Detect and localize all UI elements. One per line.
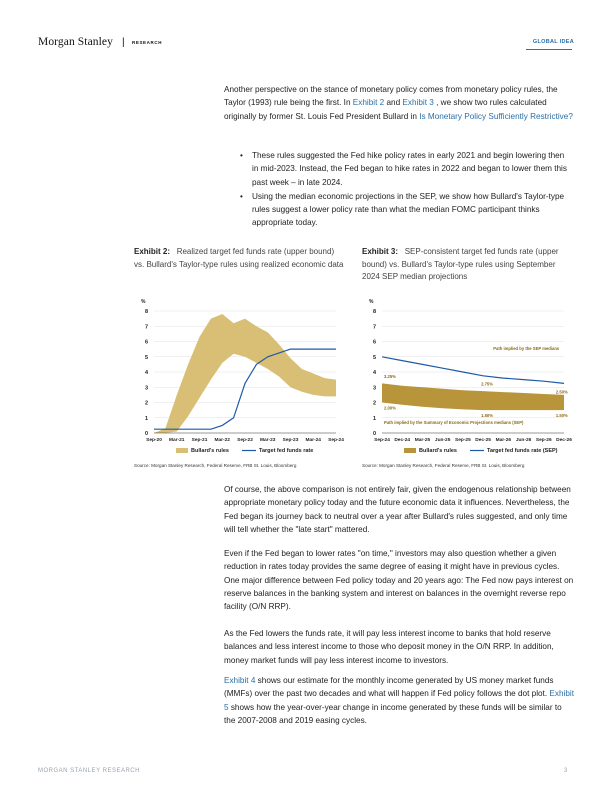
legend-label: Target fed funds rate (SEP) xyxy=(487,448,558,454)
chart-annotation: Path implied by the SEP medians xyxy=(493,345,560,351)
x-tick-label: Dec-26 xyxy=(556,438,572,443)
y-tick-label: 5 xyxy=(372,354,376,361)
exhibit-4-link[interactable]: Exhibit 4 xyxy=(224,676,256,685)
intro-bullet-list xyxy=(240,149,570,230)
y-tick-label: 4 xyxy=(144,370,148,376)
x-tick-label: Mar-22 xyxy=(214,438,230,443)
paragraph-mmf xyxy=(224,674,574,727)
bullet-item: • These rules suggested the Fed hike policy rates in early 2021 and begin lowering then in mid-2023. Instead, the Fed began to hike rates in 2022 and began to lower them this past week – in late 2024. xyxy=(240,149,570,189)
target-rate-line xyxy=(382,357,564,384)
page-number: 3 xyxy=(564,768,568,774)
article-link[interactable]: Is Monetary Policy Sufficiently Restrictive? xyxy=(419,111,573,121)
chart-annotation: 1.50% xyxy=(481,412,493,418)
chart-annotation: 3.25% xyxy=(384,374,396,380)
y-tick-label: 0 xyxy=(372,431,376,437)
x-tick-label: Sep-26 xyxy=(535,438,552,443)
header-separator: | xyxy=(122,37,125,48)
x-tick-label: Sep-24 xyxy=(374,438,390,443)
morgan-stanley-logo: Morgan Stanley xyxy=(38,36,113,48)
bullet-item: • Using the median economic projections in the SEP, we show how Bullard's Taylor-type rules suggest a lower policy rate than what the median FOMC participant thinks appropriate today. xyxy=(240,190,570,230)
legend-label: Target fed funds rate xyxy=(259,448,314,454)
x-tick-label: Mar-25 xyxy=(414,438,431,443)
bullard-rules-band xyxy=(154,314,336,433)
intro-text: Another perspective on the stance of monetary policy comes from monetary policy rules, the Taylor (1993) rule being the first. In xyxy=(224,85,558,108)
legend-swatch-band xyxy=(404,448,416,453)
y-tick-label: 2 xyxy=(372,400,376,407)
exhibit-5-link[interactable]: Exhibit 5 xyxy=(224,689,574,712)
paragraph-interest-income: As the Fed lowers the funds rate, it will pay less interest income to banks that hold reserve balances and less interest income to those who deposit money in the O/N RRP. In addition, money market funds will pay less interest income to investors. xyxy=(224,629,554,665)
chart-annotation: 2.50% xyxy=(555,389,568,395)
x-tick-label: Dec-25 xyxy=(475,438,491,443)
exhibit-3-chart xyxy=(362,296,574,458)
exhibit-3-link[interactable]: Exhibit 3 xyxy=(402,98,434,108)
paragraph-endogenous: Of course, the above comparison is not entirely fair, given the endogenous relationship between appropriate monetary policy today and the future economic data it influences. Nevertheless, the Fed began its journey back to neutral over a year after Bullard's rules suggested, and only time will tell whether the "late start" mattered. xyxy=(224,485,571,534)
exhibit-2-caption: Realized target fed funds rate (upper bound) vs. Bullard's Taylor-type rules using realized economic data xyxy=(134,247,344,269)
y-tick-label: 7 xyxy=(144,324,148,331)
x-tick-label: Sep-22 xyxy=(237,438,253,443)
y-tick-label: 2 xyxy=(144,400,148,407)
x-tick-label: Mar-24 xyxy=(305,438,321,443)
exhibit-2-source: Source: Morgan Stanley Research, Federal Reserve, FRB St. Louis, Bloomberg xyxy=(134,463,297,468)
exhibit-2-chart xyxy=(134,296,346,458)
y-tick-label: 4 xyxy=(372,370,376,376)
chart-annotation: 2.00% xyxy=(384,405,396,411)
intro-paragraph xyxy=(224,83,574,123)
y-tick-label: 6 xyxy=(144,339,148,346)
y-tick-label: 3 xyxy=(372,385,376,392)
x-tick-label: Sep-24 xyxy=(328,438,344,443)
x-tick-label: Jun-25 xyxy=(434,438,451,443)
chart-annotation: Path implied by the Summary of Economic Projections medians (SEP) xyxy=(384,419,524,425)
legend-swatch-band xyxy=(176,448,188,453)
footer-brand: MORGAN STANLEY RESEARCH xyxy=(38,768,140,774)
header-rule xyxy=(526,49,572,50)
chart-annotation: 2.75% xyxy=(481,381,493,387)
legend-label: Bullard's rules xyxy=(191,448,229,454)
x-tick-label: Mar-23 xyxy=(260,438,276,443)
exhibit-3-label: Exhibit 3: xyxy=(362,247,399,256)
y-axis-unit: % xyxy=(141,299,146,305)
intro-text: and xyxy=(384,98,403,108)
paragraph-reserves: Even if the Fed began to lower rates "on time," investors may also question whether a given reduction in rates today provides the same degree of easing it might have in previous cycles. One major difference between Fed policy today and 20 years ago: The Fed now pays interest on reserve balances in the banking system and interest on balances in the overnight reverse repo facility (O/N RRP). xyxy=(224,549,574,612)
y-tick-label: 5 xyxy=(144,354,148,361)
x-tick-label: Sep-23 xyxy=(282,438,299,443)
y-tick-label: 8 xyxy=(144,309,148,315)
paragraph-text: shows how the year-over-year change in income generated by these funds will be similar to the 2007-2008 and 2019 easing cycles. xyxy=(224,702,562,725)
legend-label: Bullard's rules xyxy=(419,448,457,454)
exhibit-2-link[interactable]: Exhibit 2 xyxy=(352,98,385,108)
exhibit-3-caption: SEP-consistent target fed funds rate (upper bound) vs. Bullard's Taylor-type rules using September 2024 SEP median projections xyxy=(362,247,559,281)
exhibit-2-title xyxy=(134,246,346,271)
exhibit-3-title xyxy=(362,246,574,284)
exhibit-3-source: Source: Morgan Stanley Research, Federal Reserve, FRB St. Louis, Bloomberg xyxy=(362,463,525,468)
y-tick-label: 6 xyxy=(372,339,376,346)
y-tick-label: 1 xyxy=(144,415,148,422)
x-tick-label: Dec-24 xyxy=(394,438,411,443)
exhibit-2-label: Exhibit 2: xyxy=(134,247,171,256)
x-tick-label: Sep-20 xyxy=(146,438,162,443)
intro-text: , we show two rules calculated originally by former St. Louis Fed President Bullard in xyxy=(224,98,547,121)
y-tick-label: 3 xyxy=(144,385,148,392)
y-tick-label: 7 xyxy=(372,324,376,331)
x-tick-label: Jun-26 xyxy=(515,438,532,443)
chart-annotation: 1.50% xyxy=(555,412,568,418)
paragraph-text: shows our estimate for the monthly income generated by US money market funds (MMFs) over the past two decades and what will happen if Fed policy follows the dot plot. xyxy=(224,676,554,699)
x-tick-label: Mar-21 xyxy=(169,438,185,443)
y-tick-label: 8 xyxy=(372,309,376,315)
x-tick-label: Mar-26 xyxy=(495,438,512,443)
y-tick-label: 0 xyxy=(144,431,148,437)
y-tick-label: 1 xyxy=(372,415,376,422)
page-header xyxy=(38,36,574,50)
x-tick-label: Sep-25 xyxy=(455,438,471,443)
global-idea-tag[interactable]: GLOBAL IDEA xyxy=(532,39,574,45)
x-tick-label: Sep-21 xyxy=(191,438,208,443)
research-label: RESEARCH xyxy=(132,40,163,45)
y-axis-unit: % xyxy=(369,299,374,305)
